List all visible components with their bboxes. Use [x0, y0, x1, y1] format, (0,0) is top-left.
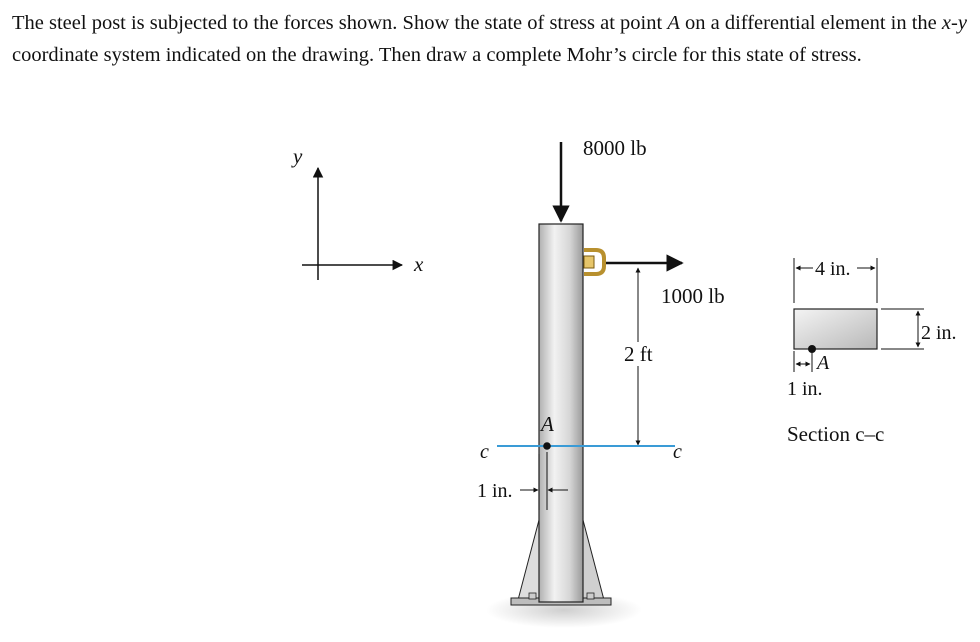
lateral-load-label: 1000 lb [661, 284, 725, 308]
post-offset-label: 1 in. [477, 480, 513, 502]
point-a-marker [543, 442, 551, 450]
cross-section [794, 309, 877, 349]
axial-load-label: 8000 lb [583, 136, 647, 160]
section-title: Section c–c [787, 422, 885, 446]
section-mark-left: c [480, 441, 489, 463]
section-point-a-marker [808, 345, 816, 353]
clevis-bracket [584, 250, 604, 274]
base-plate-right-gusset [583, 520, 604, 600]
x-axis-label: x [414, 252, 424, 276]
section-point-a-label: A [817, 352, 830, 374]
cross-section-detail [787, 258, 957, 446]
problem-text-part2: on a differential element in the [679, 12, 942, 34]
section-offset-label: 1 in. [787, 378, 823, 400]
point-a-label: A [541, 412, 554, 436]
anchor-bolt-1 [529, 593, 536, 599]
section-mark-right: c [673, 441, 682, 463]
base-plate-left-gusset [518, 520, 539, 600]
problem-coord-system: x-y [941, 12, 967, 34]
lever-arm-dimension [622, 268, 656, 445]
anchor-bolt-3 [587, 593, 594, 599]
y-axis-label: y [293, 144, 303, 168]
problem-text-part1: The steel post is subjected to the forces shown. Show the state of stress at point [12, 12, 668, 34]
problem-point-label: A [667, 12, 680, 34]
section-depth-label: 2 in. [921, 322, 957, 344]
problem-text-part3: coordinate system indicated on the drawing. Then draw a complete Mohr’s circle for this state of stress. [12, 43, 862, 66]
lever-arm-label: 2 ft [624, 342, 653, 366]
coordinate-axes [291, 144, 424, 280]
section-width-label: 4 in. [815, 258, 851, 280]
